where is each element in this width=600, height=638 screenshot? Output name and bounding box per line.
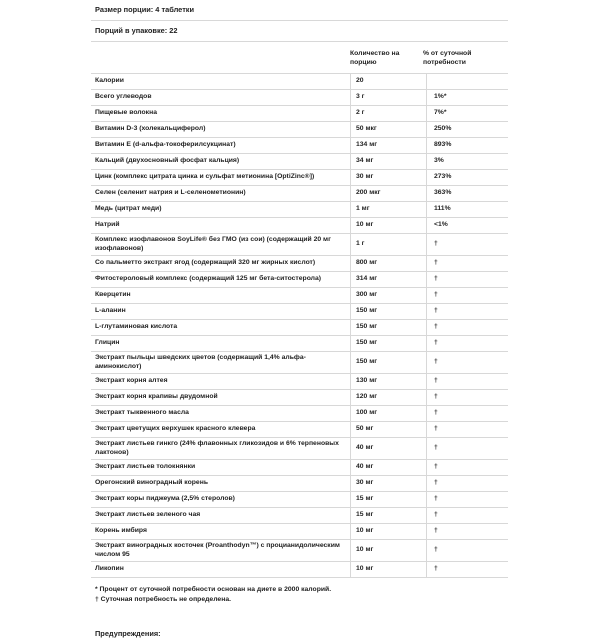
nutrient-name: Корень имбиря bbox=[91, 524, 351, 540]
table-row bbox=[91, 524, 508, 540]
serving-size: Размер порции: 4 таблетки bbox=[95, 5, 195, 14]
table-row bbox=[91, 154, 508, 170]
nutrient-daily-value: † bbox=[427, 234, 509, 256]
nutrient-amount: 150 мг bbox=[351, 336, 427, 352]
nutrient-amount: 15 мг bbox=[351, 508, 427, 524]
nutrient-name: Калории bbox=[91, 74, 351, 90]
nutrient-amount: 50 мг bbox=[351, 422, 427, 438]
nutrient-name: Экстракт тыквенного масла bbox=[91, 406, 351, 422]
nutrient-name: Экстракт пыльцы шведских цветов (содержащий 1,4% альфа-аминокислот) bbox=[91, 352, 351, 374]
nutrient-daily-value: † bbox=[427, 304, 509, 320]
nutrient-name: Экстракт корня алтея bbox=[91, 374, 351, 390]
nutrient-daily-value: 3% bbox=[427, 154, 509, 170]
nutrient-name: Орегонский виноградный корень bbox=[91, 476, 351, 492]
nutrient-table bbox=[91, 73, 508, 577]
nutrient-amount: 10 мг bbox=[351, 524, 427, 540]
nutrient-daily-value: 893% bbox=[427, 138, 509, 154]
nutrient-name: Со пальметто экстракт ягод (содержащий 320 мг жирных кислот) bbox=[91, 256, 351, 272]
table-row bbox=[91, 320, 508, 336]
nutrient-daily-value: † bbox=[427, 288, 509, 304]
table-row bbox=[91, 90, 508, 106]
nutrient-daily-value: † bbox=[427, 460, 509, 476]
nutrient-name: Глицин bbox=[91, 336, 351, 352]
table-row bbox=[91, 288, 508, 304]
nutrient-name: Витамин D-3 (холекальциферол) bbox=[91, 122, 351, 138]
nutrient-daily-value: 250% bbox=[427, 122, 509, 138]
table-row bbox=[91, 540, 508, 562]
nutrient-name: Экстракт листьев зеленого чая bbox=[91, 508, 351, 524]
nutrient-amount: 30 мг bbox=[351, 476, 427, 492]
nutrient-name: Экстракт цветущих верхушек красного клевера bbox=[91, 422, 351, 438]
table-row bbox=[91, 476, 508, 492]
nutrient-daily-value: † bbox=[427, 508, 509, 524]
warnings-title: Предупреждения: bbox=[95, 629, 161, 638]
table-row bbox=[91, 122, 508, 138]
nutrient-amount: 10 мг bbox=[351, 218, 427, 234]
nutrient-daily-value: † bbox=[427, 524, 509, 540]
nutrient-daily-value: † bbox=[427, 422, 509, 438]
nutrient-amount: 40 мг bbox=[351, 460, 427, 476]
nutrient-name: Экстракт виноградных косточек (Proanthodyn™) с процианидолическим числом 95 bbox=[91, 540, 351, 562]
footnote-not-established: † Суточная потребность не определена. bbox=[95, 596, 231, 603]
nutrient-name: Пищевые волокна bbox=[91, 106, 351, 122]
nutrient-name: Кальций (двухосновный фосфат кальция) bbox=[91, 154, 351, 170]
servings-per-container: Порций в упаковке: 22 bbox=[95, 26, 178, 35]
nutrient-amount: 10 мг bbox=[351, 562, 427, 578]
nutrient-name: Кверцетин bbox=[91, 288, 351, 304]
table-row bbox=[91, 406, 508, 422]
nutrient-daily-value: † bbox=[427, 438, 509, 460]
nutrient-name: Комплекс изофлавонов SoyLife® без ГМО (из сои) (содержащий 20 мг изофлавонов) bbox=[91, 234, 351, 256]
table-row bbox=[91, 138, 508, 154]
nutrient-amount: 120 мг bbox=[351, 390, 427, 406]
nutrient-name: Фитостероловый комплекс (содержащий 125 мг бета-ситостерола) bbox=[91, 272, 351, 288]
nutrient-amount: 314 мг bbox=[351, 272, 427, 288]
table-row bbox=[91, 460, 508, 476]
nutrient-name: Витамин E (d-альфа-токоферилсукцинат) bbox=[91, 138, 351, 154]
nutrient-amount: 134 мг bbox=[351, 138, 427, 154]
nutrient-name: Медь (цитрат меди) bbox=[91, 202, 351, 218]
nutrient-daily-value: † bbox=[427, 562, 509, 578]
nutrient-amount: 3 г bbox=[351, 90, 427, 106]
table-row bbox=[91, 374, 508, 390]
nutrient-name: Экстракт листьев толокнянки bbox=[91, 460, 351, 476]
table-row bbox=[91, 170, 508, 186]
nutrient-amount: 100 мг bbox=[351, 406, 427, 422]
table-row bbox=[91, 562, 508, 578]
table-row bbox=[91, 272, 508, 288]
footnotes bbox=[91, 577, 508, 605]
table-header bbox=[91, 42, 508, 73]
nutrient-amount: 150 мг bbox=[351, 304, 427, 320]
table-row bbox=[91, 186, 508, 202]
footnote-daily-value: * Процент от суточной потребности основан на диете в 2000 калорий. bbox=[95, 586, 332, 593]
nutrient-amount: 300 мг bbox=[351, 288, 427, 304]
nutrient-amount: 34 мг bbox=[351, 154, 427, 170]
nutrient-amount: 200 мкг bbox=[351, 186, 427, 202]
table-row bbox=[91, 256, 508, 272]
nutrient-daily-value: † bbox=[427, 476, 509, 492]
nutrient-daily-value: † bbox=[427, 540, 509, 562]
nutrient-amount: 130 мг bbox=[351, 374, 427, 390]
nutrient-amount: 150 мг bbox=[351, 352, 427, 374]
nutrient-amount: 15 мг bbox=[351, 492, 427, 508]
nutrient-daily-value: 1%* bbox=[427, 90, 509, 106]
table-row bbox=[91, 218, 508, 234]
table-row bbox=[91, 508, 508, 524]
table-row bbox=[91, 438, 508, 460]
nutrient-daily-value: † bbox=[427, 352, 509, 374]
supplement-facts-panel bbox=[91, 0, 508, 638]
table-row bbox=[91, 304, 508, 320]
nutrient-name: Цинк (комплекс цитрата цинка и сульфат метионина [OptiZinc®]) bbox=[91, 170, 351, 186]
nutrient-daily-value: 273% bbox=[427, 170, 509, 186]
nutrient-amount: 30 мг bbox=[351, 170, 427, 186]
table-row bbox=[91, 74, 508, 90]
nutrient-name: Экстракт корня крапивы двудомной bbox=[91, 390, 351, 406]
nutrient-amount: 1 мг bbox=[351, 202, 427, 218]
nutrient-daily-value: <1% bbox=[427, 218, 509, 234]
nutrient-name: L-аланин bbox=[91, 304, 351, 320]
amount-column-header: Количество на порцию bbox=[350, 50, 400, 66]
table-row bbox=[91, 352, 508, 374]
nutrient-daily-value: † bbox=[427, 336, 509, 352]
table-row bbox=[91, 336, 508, 352]
nutrient-daily-value: 111% bbox=[427, 202, 509, 218]
table-row bbox=[91, 202, 508, 218]
nutrient-amount: 20 bbox=[351, 74, 427, 90]
nutrient-name: Экстракт коры пиджеума (2,5% стеролов) bbox=[91, 492, 351, 508]
nutrient-amount: 40 мг bbox=[351, 438, 427, 460]
nutrient-name: L-глутаминовая кислота bbox=[91, 320, 351, 336]
nutrient-amount: 800 мг bbox=[351, 256, 427, 272]
table-row bbox=[91, 422, 508, 438]
nutrient-name: Всего углеводов bbox=[91, 90, 351, 106]
nutrient-daily-value: † bbox=[427, 390, 509, 406]
nutrient-amount: 10 мг bbox=[351, 540, 427, 562]
nutrient-amount: 2 г bbox=[351, 106, 427, 122]
nutrient-daily-value: † bbox=[427, 406, 509, 422]
nutrient-daily-value: † bbox=[427, 272, 509, 288]
nutrient-name: Селен (селенит натрия и L-селенометионин) bbox=[91, 186, 351, 202]
nutrient-daily-value: † bbox=[427, 374, 509, 390]
nutrient-name: Экстракт листьев гинкго (24% флавонных гликозидов и 6% терпеновых лактонов) bbox=[91, 438, 351, 460]
nutrient-name: Ликопин bbox=[91, 562, 351, 578]
table-row bbox=[91, 492, 508, 508]
table-row bbox=[91, 390, 508, 406]
table-row bbox=[91, 106, 508, 122]
nutrient-daily-value: 363% bbox=[427, 186, 509, 202]
nutrient-daily-value bbox=[427, 74, 509, 90]
nutrient-amount: 150 мг bbox=[351, 320, 427, 336]
nutrient-daily-value: † bbox=[427, 256, 509, 272]
daily-value-column-header: % от суточной потребности bbox=[423, 50, 472, 66]
nutrient-daily-value: † bbox=[427, 492, 509, 508]
nutrient-amount: 1 г bbox=[351, 234, 427, 256]
nutrient-name: Натрий bbox=[91, 218, 351, 234]
nutrient-daily-value: † bbox=[427, 320, 509, 336]
nutrient-daily-value: 7%* bbox=[427, 106, 509, 122]
nutrient-amount: 50 мкг bbox=[351, 122, 427, 138]
table-row bbox=[91, 234, 508, 256]
